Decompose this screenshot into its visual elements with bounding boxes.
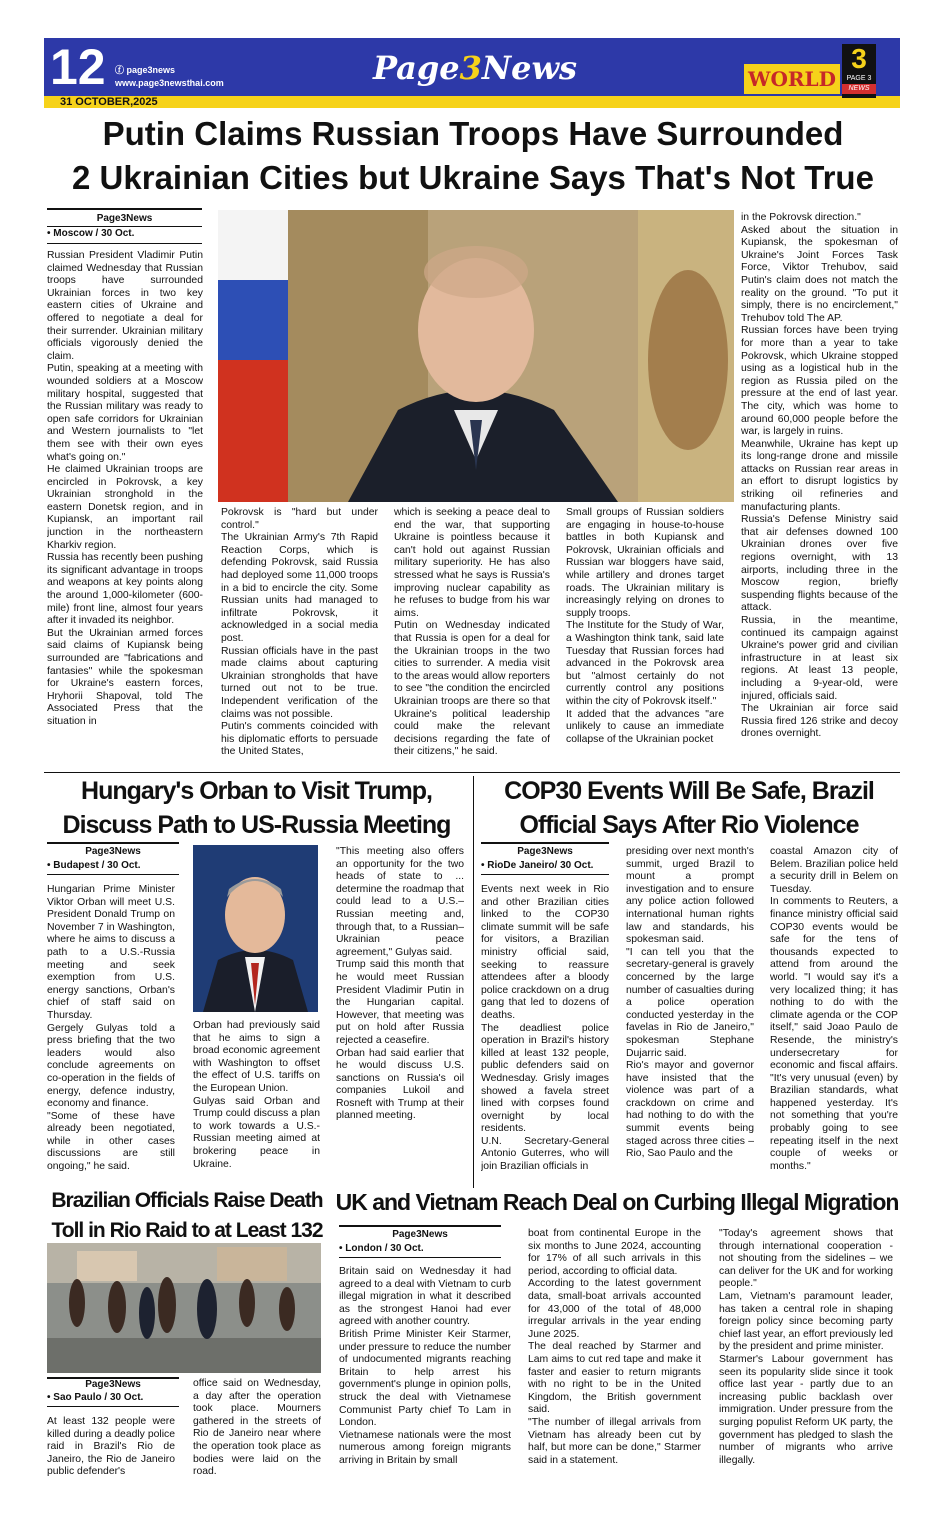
story2-headline-line2: Discuss Path to US-Russia Meeting: [62, 811, 451, 839]
story3-headline-line2: Official Says After Rio Violence: [519, 811, 859, 839]
badge-number: 3: [851, 43, 867, 74]
section-divider-1: [44, 772, 900, 773]
masthead-links: [115, 64, 224, 90]
orban-photo-illustration: [193, 845, 318, 1012]
story3-headline-line1: COP30 Events Will Be Safe, Brazil: [504, 777, 874, 805]
story1-column-3: which is seeking a peace deal to end the war, that supporting Ukraine is pointless because it can't hold out against Russian military superiority. He has also stressed what he says is Russia's improving nuclear capability as he refuses to budge from his war aims. Putin on Wednesday indicated that Russia is open for a deal for the Ukrainian troops in the two cities to surrender. A media visit to the areas would allow reporters to see "the condition the encircled Ukrainian troops are there so that Ukraine's political leadership could make the relevant decisions regarding the fate of their citizens," he said.: [394, 507, 550, 758]
putin-photo-illustration: [218, 210, 734, 502]
story1-byline-rule: [47, 208, 202, 210]
story5-headline: UK and Vietnam Reach Deal on Curbing Illegal Migration: [335, 1189, 899, 1215]
logo-number: 3: [459, 49, 482, 87]
story5-location: • London / 30 Oct.: [339, 1243, 424, 1254]
story1-column-2: Pokrovsk is "hard but under control." The Ukrainian Army's 7th Rapid Reaction Corps, which is defending Pokrovsk, said Russia had deployed some 11,000 troops in a bid to encircle the city. Some Russian units had managed to infiltrate Pokrovsk, it acknowledged in a social media post. Russian officials have in the past made claims about capturing Ukrainian strongholds that have turned out not to be true. Independent verification of the claims was not possible. Putin's comments coincided with his diplomatic efforts to persuade the United States,: [221, 507, 378, 758]
logo-word-page: Page: [372, 49, 460, 87]
story4-column-2: office said on Wednesday, a day after the operation took place. Mourners gathered in the streets of Rio de Janeiro near where the operation took place as bodies were laid on the road.: [193, 1378, 321, 1478]
story2-source: Page3News: [85, 846, 141, 857]
newspaper-logo: [330, 46, 620, 90]
logo-word-news: News: [481, 49, 578, 87]
story5-byline-rule2: [339, 1257, 501, 1258]
story4-byline-rule2: [47, 1406, 179, 1407]
rio-raid-photo-illustration: [47, 1243, 321, 1373]
story1-byline-rule3: [47, 243, 202, 244]
story1-column-4: Small groups of Russian soldiers are engaging in house-to-house battles in both Kupiansk and Pokrovsk, Ukrainian officials and Russian war bloggers have said, while artillery and drones target roads. The Ukrainian military is increasingly relying on drones to supply troops. The Institute for the Study of War, a Washington think tank, said late Tuesday that Russian forces had advanced in the Pokrovsk area but "almost certainly do not currently control any positions within the city of Pokrovsk itself." It added that the advances "are unlikely to cause an immediate collapse of the Ukrainian pocket: [566, 507, 724, 745]
masthead-date-strip: [44, 96, 900, 108]
story2-byline-rule: [47, 842, 179, 844]
story5-column-3: "Today's agreement shows that through international cooperation - not shouting from the sidelines – we can deliver for the UK and for working people." Lam, Vietnam's paramount leader, has taken a central role in shaping foreign policy since becoming party chief last year, an effort previously led by the president and prime minister. Starmer's Labour government has seen its popularity slide since it took office last year - partly due to an increasing public backlash over immigration. Under pressure from the surging populist Reform UK party, the government has pledged to slash the number of migrants who arrive illegally.: [719, 1228, 893, 1466]
story2-headline-line1: Hungary's Orban to Visit Trump,: [81, 777, 432, 805]
story3-location: • RioDe Janeiro/ 30 Oct.: [481, 860, 594, 871]
story3-headline: [476, 774, 902, 842]
story4-source: Page3News: [85, 1379, 141, 1390]
story1-source: Page3News: [96, 213, 153, 224]
story5-column-1: Britain said on Wednesday it had agreed to a deal with Vietnam to curb illegal migration in what it described as the strongest Hanoi had ever agreed with another country. British Prime Minister Keir Starmer, under pressure to reduce the number of undocumented migrants reaching Britain to help arrest his government's plunge in opinion polls, struck the deal with Vietnamese Communist Party chief To Lam in London. Vietnamese nationals were the most numerous among foreign migrants arriving in Britain by small: [339, 1266, 511, 1466]
issue-date: 31 OCTOBER,2025: [60, 96, 158, 108]
story4-headline-line2: Toll in Rio Raid to at Least 132: [51, 1219, 323, 1242]
section-label: WORLD: [744, 64, 840, 94]
story5-source: Page3News: [392, 1229, 448, 1240]
story5-byline-rule: [339, 1225, 501, 1227]
rio-raid-photo: [47, 1243, 321, 1373]
story4-headline: [44, 1186, 330, 1246]
story1-column-5: in the Pokrovsk direction." Asked about the situation in Kupiansk, the spokesman of Ukraine's Joint Forces Task Force, Viktor Trehubov, said Putin's claim does not match the reality on the ground. "To put it simply, there is no encirclement," Trehubov told The AP. Russian forces have been trying for more than a year to take Pokrovsk, which Ukraine stopped using as a logistical hub in the region as Russia piled on the pressure at the end of last year. The city, which was home to around 60,000 people before the war, is largely in ruins. Meanwhile, Ukraine has kept up its long-range drone and missile attacks on Russian rear areas in an effort to disrupt logistics by striking oil refineries and manufacturing plants. Russia's Defense Ministry said that air defenses downed 100 Ukrainian drones over five regions overnight, with 13 airports, including three in the Moscow region, briefly suspending flights because of the attack. Russia, in the meantime, continued its campaign against Ukraine's power grid and civilian infrastructure in at least six regions. At least 13 people, including a 9-year-old, were injured, officials said. The Ukrainian air force said Russia fired 126 strike and decoy drones overnight.: [741, 212, 898, 740]
social-handle[interactable]: page3news: [126, 65, 176, 75]
story1-column-1: Russian President Vladimir Putin claimed Wednesday that Russian troops have surrounded Ukrainian forces in two key eastern cities of Ukraine and offered to negotiate a deal for their surrender. Ukrainian military officials vigorously denied the claim. Putin, speaking at a meeting with wounded soldiers at a Moscow military hospital, suggested that the Russian military was ready to open safe corridors for Ukrainian and Western journalists to "let them see with their own eyes what's going on." He claimed Ukrainian troops are encircled in Pokrovsk, a key Ukrainian stronghold in the eastern Donetsk region, and in Kupiansk, an important rail junction in the northeastern Kharkiv region. Russia has recently been pushing its significant advantage in troops and weapons at key points along the around 1,000-kilometer (600-mile) front line, almost four years after it invaded its neighbor. But the Ukrainian armed forces said claims of Kupiansk being surrounded are "fabrications and fantasies" while the spokesman for Ukraine's eastern forces, Hryhorii Shapoval, told The Associated Press that the situation in: [47, 250, 203, 727]
story5-column-2: boat from continental Europe in the six months to June 2024, accounting for 17% of all such arrivals in this period, according to official data. According to the latest government data, small-boat arrivals accounted for 43,000 of the total of 48,000 irregular arrivals in the year ending June 2025. The deal reached by Starmer and Lam aims to cut red tape and make it faster and easier to return migrants with no right to be in the United Kingdom, the British government said. "The number of illegal arrivals from Vietnam has already been cut by half, but more can be done," Starmer said in a statement.: [528, 1228, 701, 1466]
story2-column-2: Orban had previously said that he aims to sign a broad economic agreement with Washington to offset the effect of U.S. tariffs on the European Union. Gulyas said Orban and Trump could discuss a plan to work towards a U.S.-Russian meeting aimed at brokering peace in Ukraine.: [193, 1020, 320, 1170]
story3-column-2: presiding over next month's summit, urged Brazil to mount a prompt investigation and to ensure any police action followed international human rights law and standards, his spokesman said. "I can tell you that the secretary-general is gravely concerned by the large number of casualties during a police operation conducted yesterday in the favelas in Rio de Janeiro," spokesman Stephane Dujarric said. Rio's mayor and governor have insisted that the violence was part of a crackdown on crime and had nothing to do with the summit events being staged across three cities – Rio, Sao Paulo and the: [626, 846, 754, 1160]
story4-column-1: At least 132 people were killed during a deadly police raid in Brazil's Rio de Janeiro, the Rio de Janeiro public defender's: [47, 1416, 175, 1478]
website-link[interactable]: www.page3newsthai.com: [115, 78, 224, 88]
story2-headline: [44, 774, 469, 842]
story2-byline-rule2: [47, 874, 179, 875]
story2-column-1: Hungarian Prime Minister Viktor Orban will meet U.S. President Donald Trump on November 7 in Washington, where he aims to discuss a path to a U.S.-Russia meeting and seek exemption from U.S. energy sanctions, Orban's chief of staff said on Thursday. Gergely Gulyas told a press briefing that the two leaders would also conclude agreements on co-operation in the fields of energy, defence industry, economy and finance. "Some of these have already been negotiated, while in other cases discussions are still ongoing," he said.: [47, 884, 175, 1173]
brand-badge: [842, 44, 876, 98]
putin-photo: [218, 210, 734, 502]
social-icon: ⓕ: [115, 65, 127, 75]
story1-headline: [40, 112, 906, 200]
story2-location: • Budapest / 30 Oct.: [47, 860, 141, 871]
story4-location: • Sao Paulo / 30 Oct.: [47, 1392, 144, 1403]
orban-photo: [193, 845, 318, 1012]
story4-headline-line1: Brazilian Officials Raise Death: [51, 1189, 323, 1212]
story3-source: Page3News: [517, 846, 573, 857]
story3-column-3: coastal Amazon city of Belem. Brazilian police held a security drill in Belem on Tuesday. In comments to Reuters, a finance ministry official said COP30 events would be safe for the tens of thousands expected to attend from around the world. "I would say it's a very localized thing; it has nothing to do with the climate agenda or the COP itself," said Joao Paulo de Resende, the ministry's undersecretary for economic and fiscal affairs. "It's very unusual (even) by Brazilian standards, what happened yesterday. It's not something that you're probably going to see repeating itself in the next couple of weeks or months.": [770, 846, 898, 1172]
story3-column-1: Events next week in Rio and other Brazilian cities linked to the COP30 climate summit will be safe for visitors, a Brazilian ministry official said, seeking to reassure attendees after a bloody police crackdown on a drug gang that led to dozens of deaths. The deadliest police operation in Brazil's history killed at least 132 people, public defenders said on Wednesday. Grisly images showed a favela street lined with corpses found overnight by local residents. U.N. Secretary-General Antonio Guterres, who will join Brazilian officials in: [481, 884, 609, 1173]
story1-location: • Moscow / 30 Oct.: [47, 228, 135, 239]
column-divider: [473, 776, 474, 1188]
story1-headline-line2: 2 Ukrainian Cities but Ukraine Says That's Not True: [72, 159, 874, 196]
badge-text: PAGE 3: [846, 75, 872, 82]
story2-column-3: "This meeting also offers an opportunity for the two heads of state to ... determine the roadmap that could lead to a U.S.–Russian meeting and, through that, to a Russian–Ukrainian peace agreement," Gulyas said. Trump said this month that he would meet Russian President Vladimir Putin in the Hungarian capital. However, that meeting was put on hold after Russia rejected a ceasefire. Orban had said earlier that he would discuss U.S. sanctions on Russia's oil companies Lukoil and Rosneft with Trump at their planned meeting.: [336, 846, 464, 1122]
story1-headline-line1: Putin Claims Russian Troops Have Surrounded: [102, 115, 844, 152]
badge-news: NEWS: [842, 84, 876, 94]
story3-byline-rule2: [481, 874, 609, 875]
story3-byline-rule: [481, 842, 609, 844]
page-number: 12: [50, 39, 106, 95]
